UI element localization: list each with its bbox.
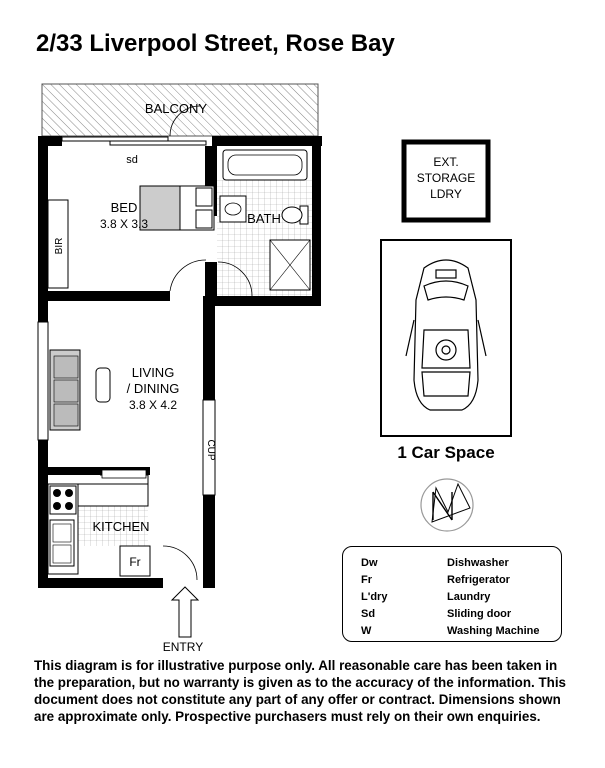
sofa xyxy=(50,350,80,430)
fridge-label: Fr xyxy=(129,555,141,569)
coffee-table xyxy=(96,368,110,402)
sd-label: sd xyxy=(126,154,138,166)
bed-dims: 3.8 X 3.3 xyxy=(99,217,149,231)
legend-def: Laundry xyxy=(447,591,491,603)
legend xyxy=(342,546,562,642)
bed xyxy=(140,186,214,230)
balcony-label: BALCONY xyxy=(144,101,208,116)
page-title: 2/33 Liverpool Street, Rose Bay xyxy=(36,30,395,57)
bed-label: BED xyxy=(110,200,138,215)
storage-line-3: LDRY xyxy=(430,187,462,201)
disclaimer: This diagram is for illustrative purpose only. All reasonable care has been taken in the preparation, but no warranty is given as to the accuracy of the information. This document does not constitute any part of any offer or contract. Dimensions shown are approximate only. Prospective purchasers must rely on their own enquiries. xyxy=(34,658,566,724)
entry-door xyxy=(163,546,197,580)
compass-icon xyxy=(421,479,473,531)
storage-line-1: EXT. xyxy=(433,155,459,169)
legend-abbr: W xyxy=(361,625,372,637)
entry-label: ENTRY xyxy=(162,640,204,654)
legend-def: Dishwasher xyxy=(447,557,509,569)
legend-abbr: Sd xyxy=(361,608,376,620)
cup-label: CUP xyxy=(205,439,216,461)
legend-def: Refrigerator xyxy=(447,574,510,586)
entry-arrow xyxy=(172,587,198,637)
dining-label: / DINING xyxy=(126,381,180,396)
legend-def: Washing Machine xyxy=(447,625,540,637)
bedroom-door xyxy=(170,260,206,291)
living-dims: 3.8 X 4.2 xyxy=(128,398,178,412)
compass-label: N xyxy=(447,510,448,511)
bath-label: BATH xyxy=(247,211,281,226)
car-space-label: 1 Car Space xyxy=(397,443,495,462)
legend-abbr: Dw xyxy=(361,557,378,569)
bir-label: BIR xyxy=(54,237,65,255)
living-window xyxy=(38,322,48,440)
kitchen-label: KITCHEN xyxy=(92,519,150,534)
legend-abbr: Fr xyxy=(361,574,372,586)
living-label: LIVING xyxy=(131,365,175,380)
legend-abbr: L'dry xyxy=(361,591,388,603)
legend-def: Sliding door xyxy=(447,608,512,620)
storage-line-2: STORAGE xyxy=(416,171,476,185)
